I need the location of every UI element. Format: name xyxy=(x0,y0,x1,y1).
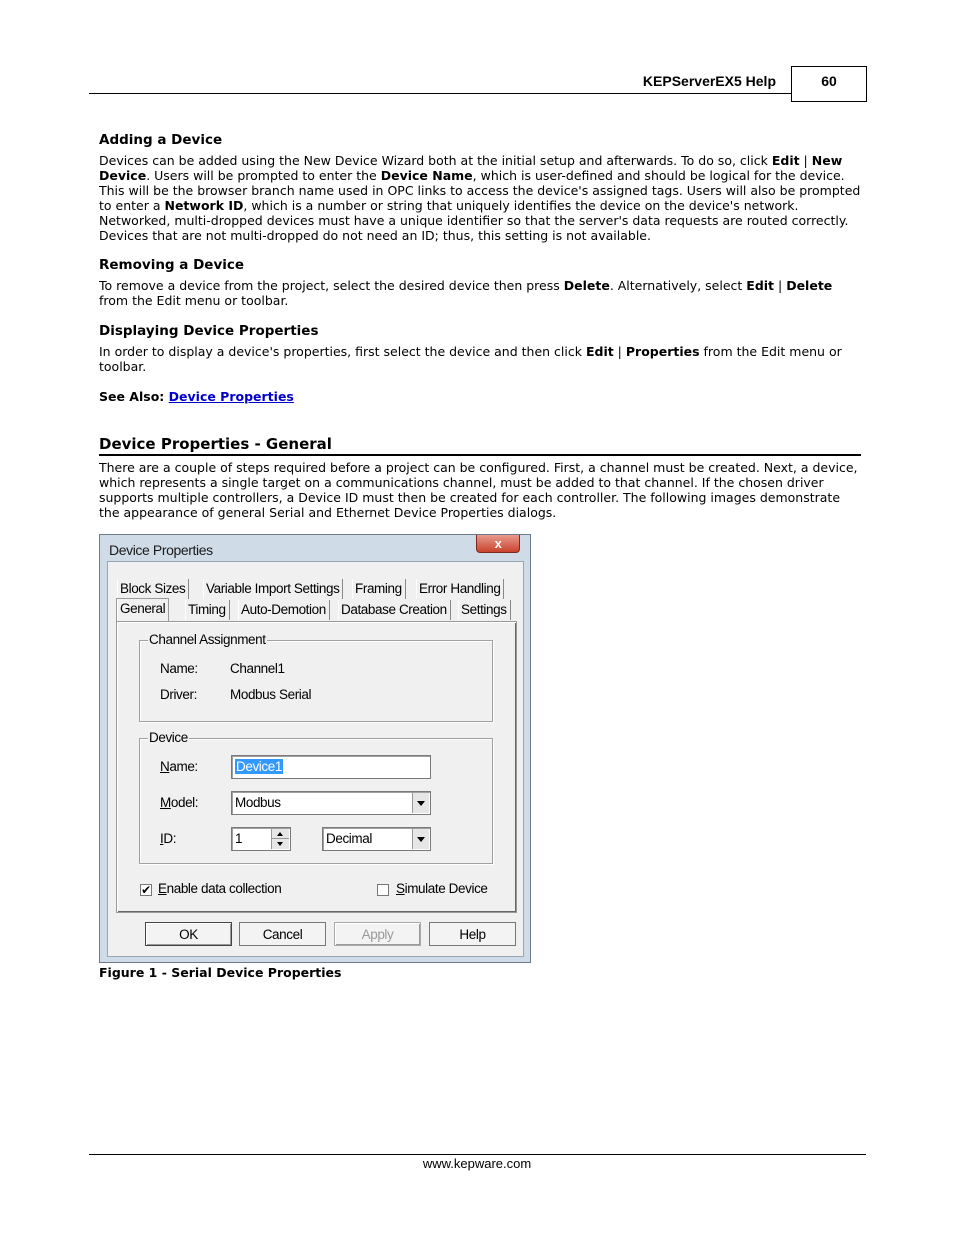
driver-label: Driver: xyxy=(160,687,197,702)
cancel-button[interactable]: Cancel xyxy=(239,922,326,946)
heading-displaying-properties: Displaying Device Properties xyxy=(99,323,319,339)
device-properties-link[interactable]: Device Properties xyxy=(168,389,294,404)
paragraph-adding-device: Devices can be added using the New Device Wizard both at the initial setup and afterwards. To do so, click Edit | New Device. Users will be prompted to enter the Device Name, which is user-defined and should be logical for the device. This will be the browser branch name used in OPC links to access the device's assigned tags. Users will also be prompted to enter a Network ID, which is a number or string that uniquely identifies the device on the device's network. Networked, multi-dropped devices must have a unique identifier so that the server's data requests are routed correctly. Devices that are not multi-dropped do not need an ID; thus, this setting is not available. xyxy=(99,153,861,243)
dialog-title: Device Properties xyxy=(109,542,213,558)
help-button[interactable]: Help xyxy=(429,922,516,946)
tab-panel-general xyxy=(116,621,517,913)
id-label: ID: xyxy=(160,831,177,846)
model-label: Model: xyxy=(160,795,199,810)
device-properties-dialog xyxy=(99,534,531,963)
simulate-device-checkbox[interactable] xyxy=(377,884,389,896)
tab-settings[interactable]: Settings xyxy=(458,600,511,620)
apply-button[interactable]: Apply xyxy=(334,922,421,946)
close-icon[interactable]: x xyxy=(476,535,520,553)
id-format-dropdown[interactable]: Decimal xyxy=(322,827,431,851)
device-name-label: Name: xyxy=(160,759,198,774)
see-also: See Also: Device Properties xyxy=(99,389,294,404)
id-stepper[interactable]: 1 xyxy=(231,827,291,851)
section-title: Device Properties - General xyxy=(99,435,861,456)
tab-timing[interactable]: Timing xyxy=(185,600,230,620)
model-dropdown[interactable]: Modbus xyxy=(231,791,431,815)
channel-assignment-label: Channel Assignment xyxy=(149,632,266,647)
tab-database-creation[interactable]: Database Creation xyxy=(338,600,451,620)
header-rule xyxy=(89,93,792,94)
figure-caption: Figure 1 - Serial Device Properties xyxy=(99,965,342,980)
tab-framing[interactable]: Framing xyxy=(352,579,406,599)
paragraph-removing-device: To remove a device from the project, select the desired device then press Delete. Alternatively, select Edit | Delete from the Edit menu or toolbar. xyxy=(99,278,833,308)
device-name-input[interactable]: Device1 xyxy=(231,755,431,779)
dialog-client xyxy=(107,561,524,957)
tab-auto-demotion[interactable]: Auto-Demotion xyxy=(238,600,330,620)
device-group-label: Device xyxy=(149,730,188,745)
ok-button[interactable]: OK xyxy=(145,922,232,946)
tab-general[interactable]: General xyxy=(116,598,169,621)
page-number: 60 xyxy=(821,73,837,89)
chevron-down-icon[interactable] xyxy=(412,829,429,849)
device-group xyxy=(139,730,493,864)
paragraph-displaying-properties: In order to display a device's properties, first select the device and then click Edit | Properties from the Edit menu or toolbar. xyxy=(99,344,842,374)
tab-block-sizes[interactable]: Block Sizes xyxy=(117,579,189,599)
channel-assignment-group xyxy=(139,632,493,722)
channel-name-value: Channel1 xyxy=(230,661,285,676)
enable-data-collection-checkbox[interactable]: ✔ xyxy=(141,883,151,897)
stepper-arrows-icon[interactable] xyxy=(271,829,289,849)
enable-data-collection-label: Enable data collection xyxy=(158,881,282,896)
page-number-box xyxy=(791,66,867,102)
chevron-down-icon[interactable] xyxy=(412,793,429,813)
tab-variable-import-settings[interactable]: Variable Import Settings xyxy=(203,579,343,599)
footer-rule xyxy=(89,1154,866,1155)
channel-name-label: Name: xyxy=(160,661,198,676)
heading-adding-device: Adding a Device xyxy=(99,132,223,148)
simulate-device-label: Simulate Device xyxy=(396,881,488,896)
heading-removing-device: Removing a Device xyxy=(99,257,245,273)
driver-value: Modbus Serial xyxy=(230,687,312,702)
footer-url: www.kepware.com xyxy=(422,1156,532,1171)
tab-error-handling[interactable]: Error Handling xyxy=(416,579,504,599)
paragraph-general: There are a couple of steps required before a project can be configured. First, a channel must be created. Next, a device, which represents a single target on a communications channel, must be added to that channel. If the chosen driver supports multiple controllers, a Device ID must then be created for each controller. The following images demonstrate the appearance of general Serial and Ethernet Device Properties dialogs. xyxy=(99,460,858,520)
header-title: KEPServerEX5 Help xyxy=(642,73,776,89)
